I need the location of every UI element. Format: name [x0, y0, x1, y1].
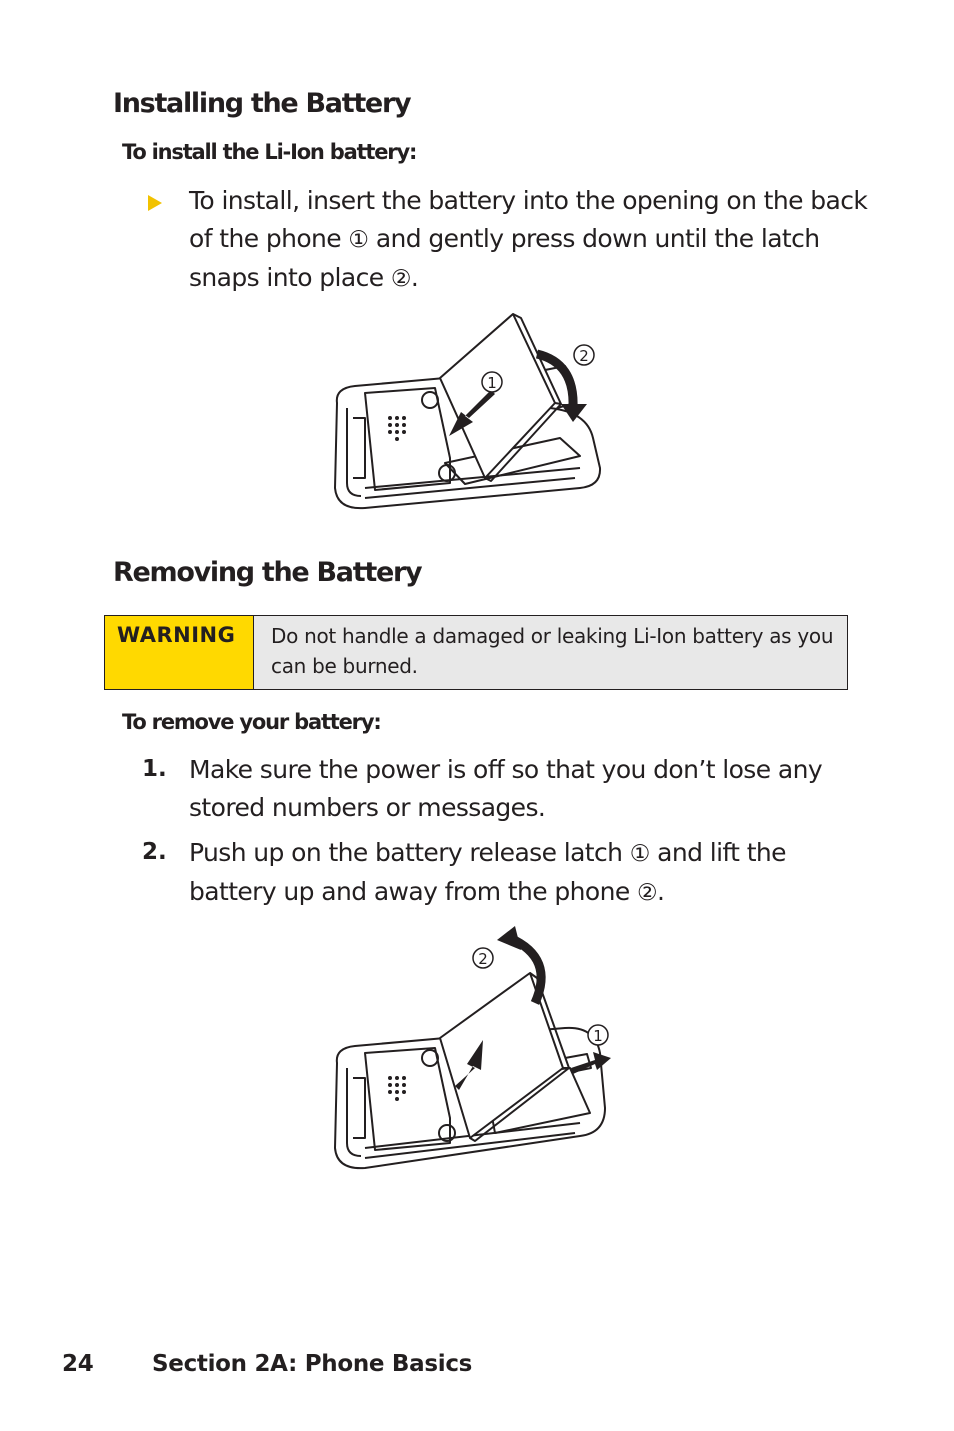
- remove-label-1: 1: [593, 1027, 603, 1045]
- remove-heading: Removing the Battery: [113, 557, 422, 588]
- step-1-number: 1.: [142, 756, 167, 782]
- install-subheading: To install the Li-Ion battery:: [122, 140, 417, 164]
- install-text-line2a: of the phone: [189, 224, 342, 253]
- step-2-text: [189, 834, 786, 912]
- install-text-line2b: and gently press down until the latch: [375, 224, 820, 253]
- step-2-number: 2.: [142, 839, 167, 865]
- install-label-2: 2: [579, 347, 589, 365]
- step-2-line1a: Push up on the battery release latch: [189, 838, 623, 867]
- circled-two-marker: ②: [390, 266, 411, 292]
- bullet-arrow-icon: [148, 195, 162, 211]
- section-title: Section 2A: Phone Basics: [152, 1351, 473, 1377]
- step-2-line2b: .: [657, 877, 665, 906]
- warning-text: Do not handle a damaged or leaking Li-Ion battery as you can be burned.: [254, 616, 847, 689]
- circled-one-marker-step2: ①: [629, 841, 650, 867]
- install-battery-illustration: [325, 308, 615, 523]
- step-2-line2a: battery up and away from the phone: [189, 877, 630, 906]
- step-1-line1: Make sure the power is off so that you don’t lose any: [189, 755, 823, 784]
- install-text-line3b: .: [410, 263, 419, 292]
- warning-label: WARNING: [105, 616, 254, 689]
- install-label-1: 1: [487, 374, 497, 392]
- remove-subheading: To remove your battery:: [122, 710, 381, 734]
- remove-battery-illustration: [325, 918, 615, 1178]
- install-heading: Installing the Battery: [113, 88, 411, 119]
- step-1-line2: stored numbers or messages.: [189, 793, 546, 822]
- warning-box: [104, 615, 848, 690]
- circled-one-marker: ①: [348, 227, 369, 253]
- step-2-line1b: and lift the: [657, 838, 786, 867]
- install-instruction: [189, 182, 867, 298]
- install-text-line1: To install, insert the battery into the opening on the back: [189, 186, 868, 215]
- circled-two-marker-step2: ②: [636, 880, 657, 906]
- install-text-line3a: snaps into place: [189, 263, 384, 292]
- page-number: 24: [62, 1351, 94, 1377]
- step-1-text: [189, 751, 822, 827]
- remove-label-2: 2: [478, 950, 488, 968]
